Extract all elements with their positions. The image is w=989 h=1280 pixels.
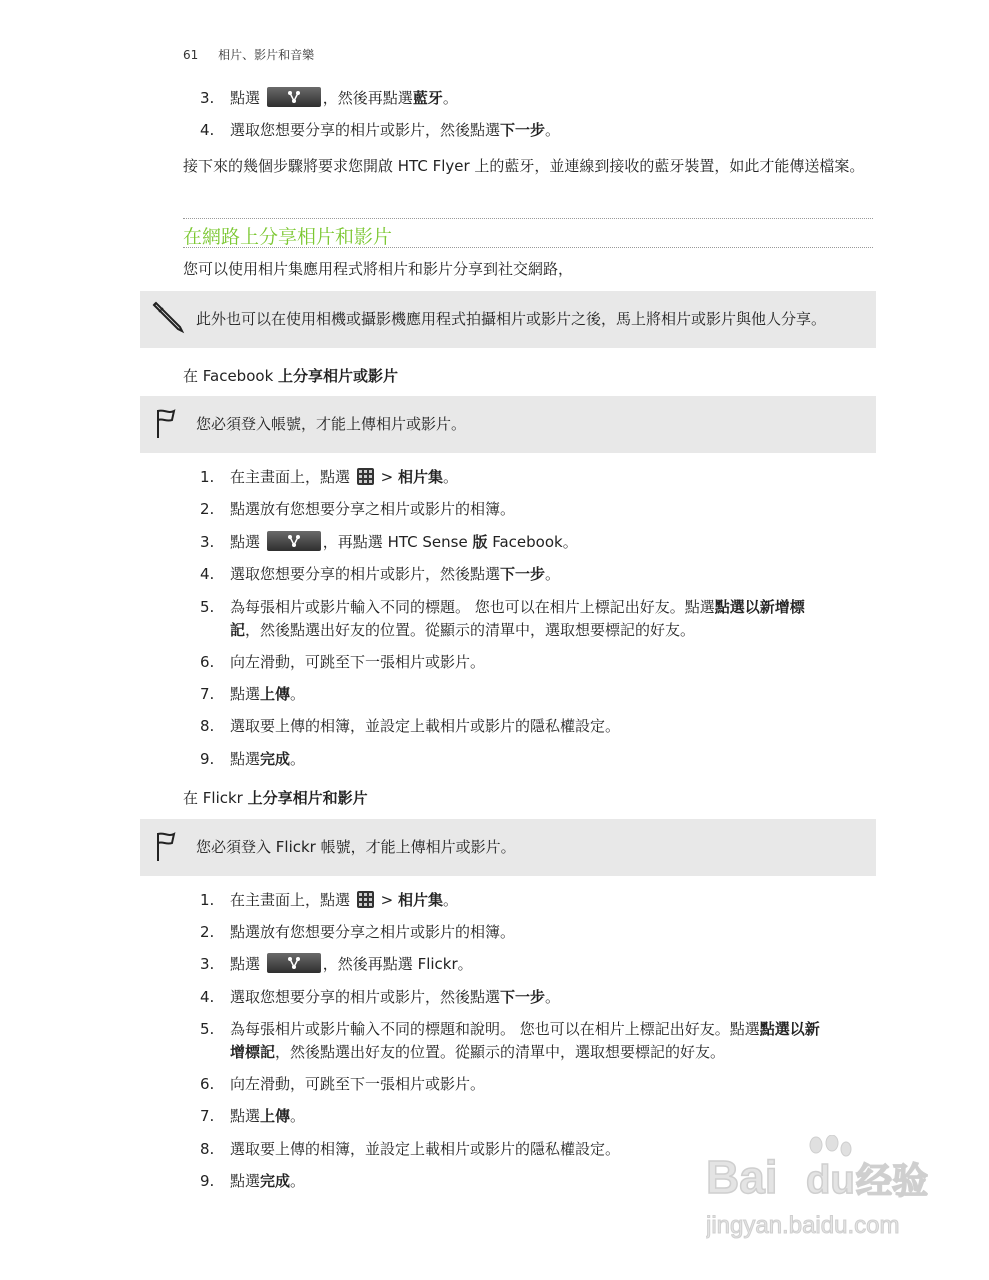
all-apps-grid-icon — [357, 468, 374, 485]
baidu-watermark — [706, 1135, 936, 1245]
list-item: 8. 選取要上傳的相簿，並設定上載相片或影片的隱私權設定。 — [200, 717, 621, 735]
section-heading — [183, 218, 873, 248]
svg-text:du: du — [806, 1158, 855, 1202]
list-item: 3. 點選 ，然後再點選藍牙。 — [200, 89, 458, 107]
tip-text: 您必須登入帳號，才能上傳相片或影片。 — [196, 415, 467, 433]
list-item: 4. 選取您想要分享的相片或影片，然後點選下一步。 — [200, 121, 561, 139]
page-header — [183, 46, 314, 63]
intro-paragraph: 接下來的幾個步驟將要求您開啟 HTC Flyer 上的藍牙，並連線到接收的藍牙裝置，如此才能傳送檔案。 — [183, 157, 865, 175]
share-icon — [267, 87, 321, 107]
flag-icon — [154, 831, 178, 867]
list-item: 1. 在主畫面上，點選 > 相片集。 — [200, 468, 458, 486]
svg-text:jingyan.baidu.com: jingyan.baidu.com — [706, 1212, 900, 1239]
list-item: 3. 點選 ，然後再點選 Flickr。 — [200, 955, 473, 973]
list-item-continuation: 增標記，然後點選出好友的位置。從顯示的清單中，選取想要標記的好友。 — [230, 1043, 726, 1061]
section-title: 在網路上分享相片和影片 — [183, 226, 393, 248]
flag-icon — [154, 408, 178, 444]
list-item: 5. 為每張相片或影片輸入不同的標題。 您也可以在相片上標記出好友。點選點選以新增標 — [200, 598, 805, 616]
list-item: 3. 點選 ，再點選 HTC Sense 版 Facebook。 — [200, 533, 578, 551]
chapter-title: 相片、影片和音樂 — [218, 48, 315, 62]
note-box — [140, 291, 876, 348]
facebook-subheading: 在 Facebook 上分享相片或影片 — [183, 367, 399, 385]
share-icon — [267, 531, 321, 551]
list-item: 6. 向左滑動，可跳至下一張相片或影片。 — [200, 1075, 486, 1093]
list-item: 1. 在主畫面上，點選 > 相片集。 — [200, 891, 458, 909]
svg-text:Bai: Bai — [706, 1151, 778, 1203]
list-item: 4. 選取您想要分享的相片或影片，然後點選下一步。 — [200, 565, 561, 583]
section-intro: 您可以使用相片集應用程式將相片和影片分享到社交網路， — [183, 260, 574, 278]
tip-text: 您必須登入 Flickr 帳號，才能上傳相片或影片。 — [196, 838, 516, 856]
all-apps-grid-icon — [357, 891, 374, 908]
share-icon — [267, 953, 321, 973]
tip-box — [140, 396, 876, 453]
list-item: 8. 選取要上傳的相簿，並設定上載相片或影片的隱私權設定。 — [200, 1140, 621, 1158]
tip-box — [140, 819, 876, 876]
flickr-subheading: 在 Flickr 上分享相片和影片 — [183, 789, 368, 807]
svg-text:经验: 经验 — [856, 1161, 929, 1202]
note-text: 此外也可以在使用相機或攝影機應用程式拍攝相片或影片之後，馬上將相片或影片與他人分享。 — [196, 310, 827, 328]
list-item: 6. 向左滑動，可跳至下一張相片或影片。 — [200, 653, 486, 671]
list-item: 9. 點選完成。 — [200, 750, 306, 768]
list-item: 5. 為每張相片或影片輸入不同的標題和說明。 您也可以在相片上標記出好友。點選點選以新 — [200, 1020, 820, 1038]
list-item: 7. 點選上傳。 — [200, 1107, 306, 1125]
list-item: 2. 點選放有您想要分享之相片或影片的相簿。 — [200, 500, 516, 518]
list-item: 9. 點選完成。 — [200, 1172, 306, 1190]
page-number: 61 — [183, 48, 199, 62]
list-item: 7. 點選上傳。 — [200, 685, 306, 703]
list-item: 2. 點選放有您想要分享之相片或影片的相簿。 — [200, 923, 516, 941]
list-item: 4. 選取您想要分享的相片或影片，然後點選下一步。 — [200, 988, 561, 1006]
list-item-continuation: 記，然後點選出好友的位置。從顯示的清單中，選取想要標記的好友。 — [230, 621, 696, 639]
pencil-icon — [150, 299, 186, 339]
